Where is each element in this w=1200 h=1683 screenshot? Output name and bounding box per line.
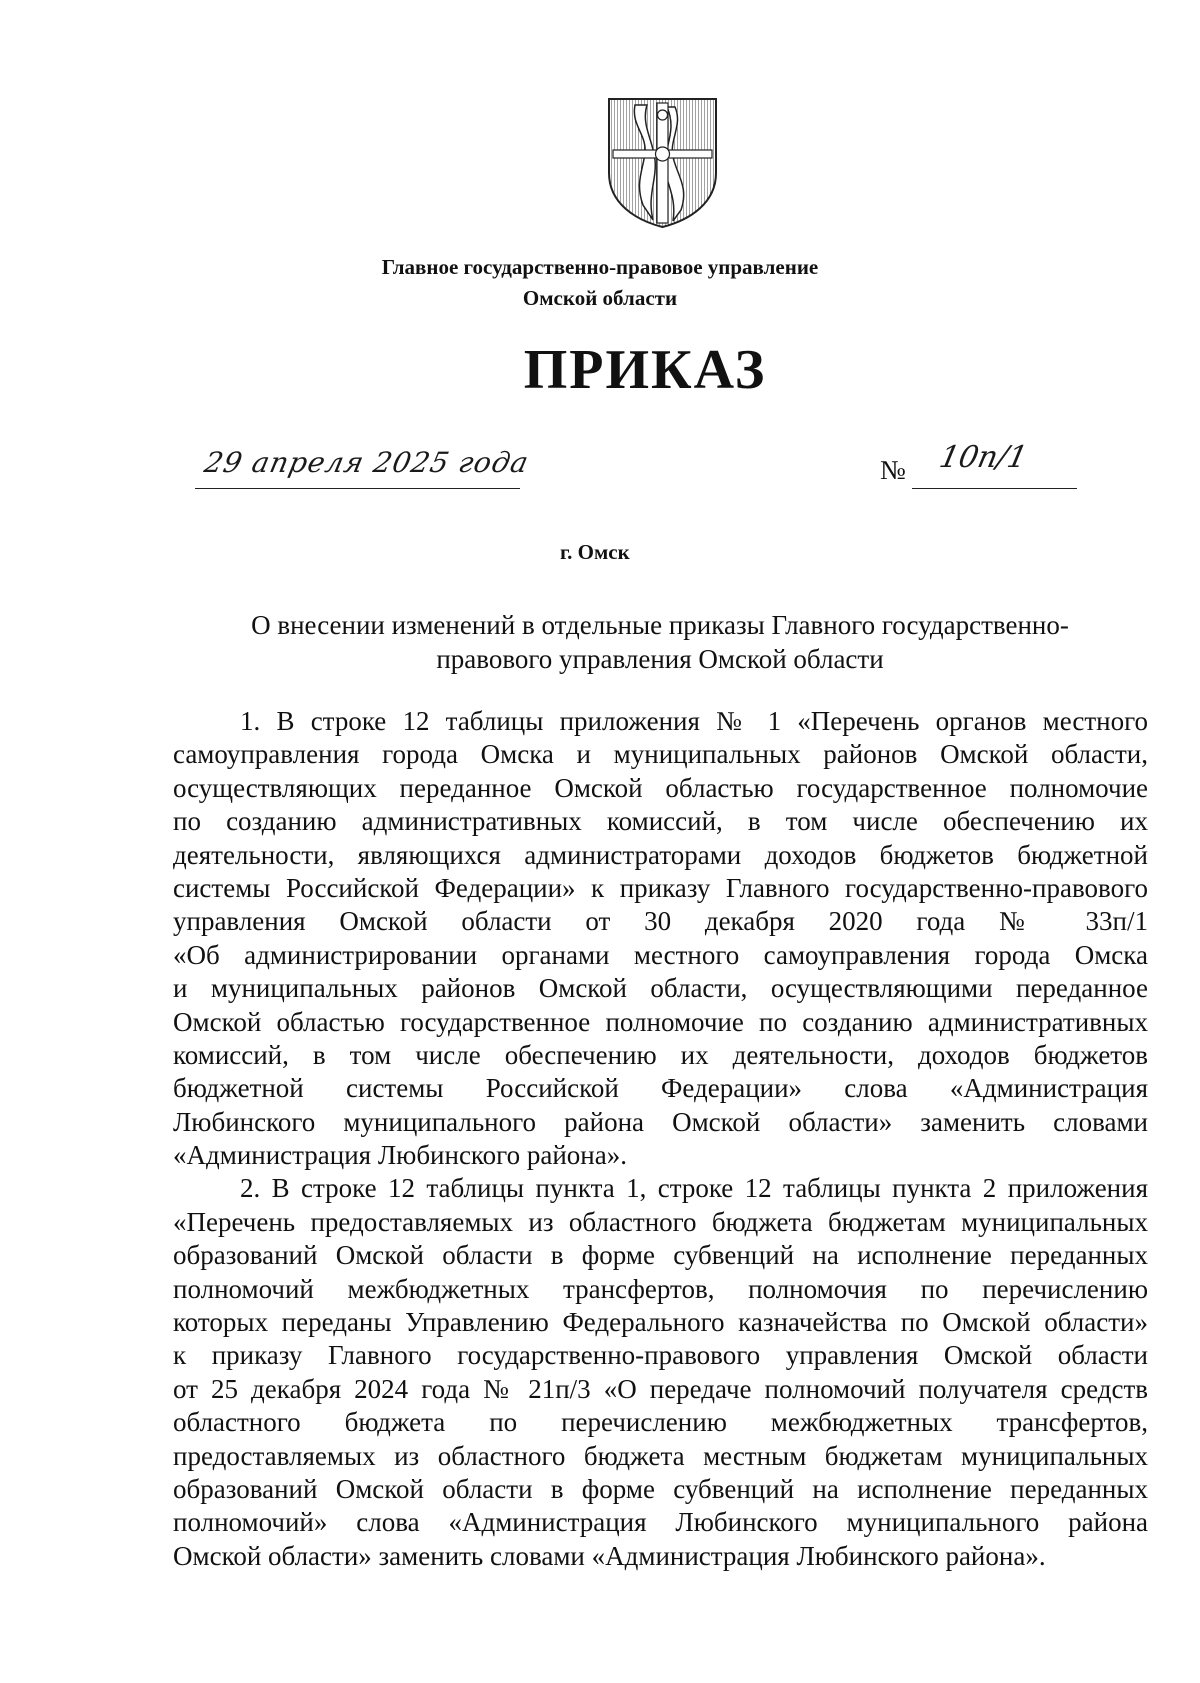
- paragraph-1-line: управления Омской области от 30 декабря 2020 года № 33п/1: [173, 906, 1148, 937]
- paragraph-2-line: полномочий межбюджетных трансфертов, полномочия по перечислению: [173, 1273, 1148, 1304]
- paragraph-1-line: Омской областью государственное полномочие по созданию административных: [173, 1006, 1148, 1037]
- subject-line-1: О внесении изменений в отдельные приказы Главного государственно-: [251, 610, 1069, 640]
- paragraph-2-line: образований Омской области в форме субвенций на исполнение переданных: [173, 1240, 1148, 1271]
- paragraph-1-line: деятельности, являющихся администраторами доходов бюджетов бюджетной: [173, 839, 1148, 870]
- paragraph-2-line: предоставляемых из областного бюджета местным бюджетам муниципальных: [173, 1440, 1148, 1471]
- paragraph-2-line: 2. В строке 12 таблицы пункта 1, строке 12 таблицы пункта 2 приложения: [240, 1173, 1148, 1204]
- authority-name-line-1: Главное государственно-правовое управление: [381, 255, 819, 279]
- paragraph-1-line: Любинского муниципального района Омской области» заменить словами: [173, 1106, 1148, 1137]
- paragraph-1-line: самоуправления города Омска и муниципальных районов Омской области,: [173, 739, 1148, 770]
- handwritten-number: 10п/1: [936, 440, 1031, 475]
- paragraph-2-line: полномочий» слова «Администрация Любинского муниципального района: [173, 1507, 1148, 1538]
- paragraph-2-line: к приказу Главного государственно-правового управления Омской области: [173, 1340, 1148, 1371]
- issue-city: г. Омск: [560, 540, 630, 564]
- paragraph-1-line: осуществляющих переданное Омской областью государственное полномочие: [173, 772, 1148, 803]
- subject-line-2: правового управления Омской области: [436, 644, 884, 674]
- paragraph-1-line: комиссий, в том числе обеспечению их деятельности, доходов бюджетов: [173, 1039, 1148, 1070]
- paragraph-1-line: «Администрация Любинского района».: [173, 1140, 627, 1171]
- paragraph-2-line: от 25 декабря 2024 года № 21п/3 «О передаче полномочий получателя средств: [173, 1373, 1148, 1404]
- order-body: [173, 705, 1148, 1573]
- paragraph-2-line: которых переданы Управлению Федерального казначейства по Омской области»: [173, 1307, 1148, 1338]
- paragraph-1-line: 1. В строке 12 таблицы приложения № 1 «Перечень органов местного: [240, 706, 1148, 736]
- paragraph-1-line: бюджетной системы Российской Федерации» слова «Администрация: [173, 1073, 1148, 1104]
- paragraph-2-line: «Перечень предоставляемых из областного бюджета бюджетам муниципальных: [173, 1206, 1148, 1237]
- paragraph-1-line: и муниципальных районов Омской области, осуществляющими переданное: [173, 973, 1148, 1004]
- handwritten-date: 29 апреля 2025 года: [201, 446, 533, 479]
- paragraph-2-line: Омской области» заменить словами «Администрация Любинского района».: [173, 1540, 1046, 1571]
- coat-of-arms-icon: [605, 95, 720, 230]
- paragraph-1-line: по созданию административных комиссий, в том числе обеспечению их: [173, 806, 1148, 837]
- number-sign: №: [880, 455, 906, 485]
- paragraph-1-line: «Об администрировании органами местного самоуправления города Омска: [173, 939, 1148, 970]
- paragraph-1-line: системы Российской Федерации» к приказу Главного государственно-правового: [173, 872, 1148, 903]
- paragraph-2-line: образований Омской области в форме субвенций на исполнение переданных: [173, 1473, 1148, 1504]
- paragraph-2-line: областного бюджета по перечислению межбюджетных трансфертов,: [173, 1407, 1148, 1438]
- authority-name-line-2: Омской области: [522, 286, 678, 310]
- document-type-title: ПРИКАЗ: [523, 339, 767, 401]
